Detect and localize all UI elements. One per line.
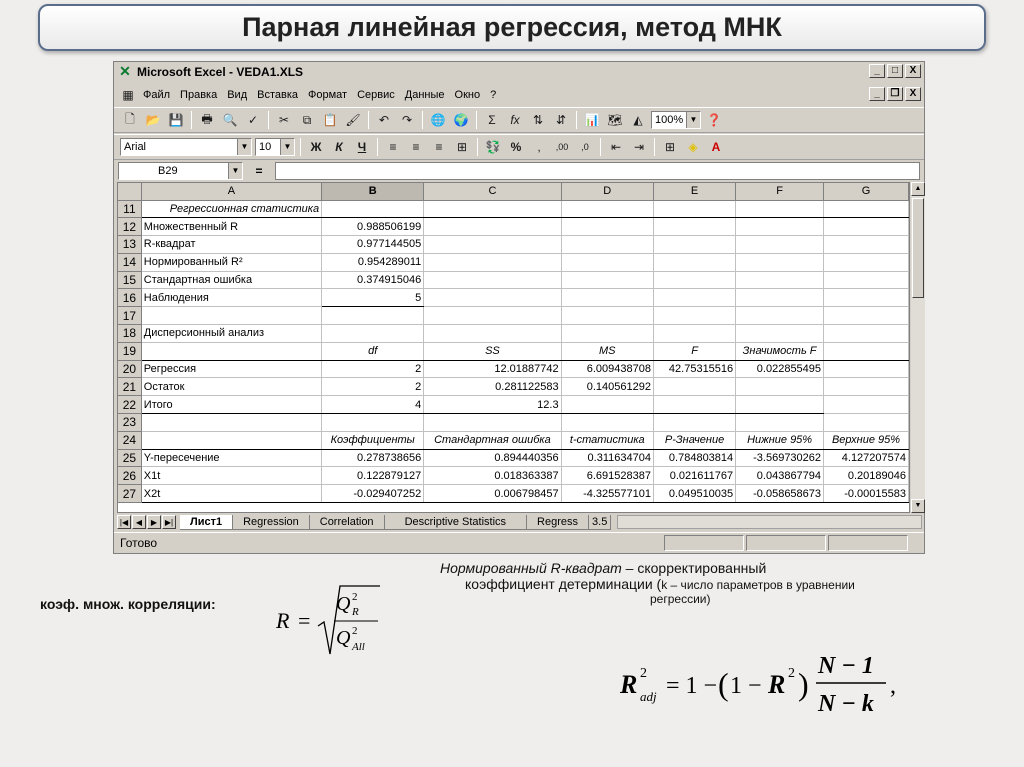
last-sheet-icon[interactable]: ▶| [162,515,176,529]
table-cell[interactable] [653,307,735,325]
table-cell[interactable] [824,378,909,396]
table-cell[interactable] [653,325,735,343]
table-row [118,236,909,254]
formula-R-eq: = [298,608,311,633]
menu-help[interactable]: ? [490,89,497,101]
align-left-icon[interactable]: ≡ [389,140,397,154]
font-select[interactable]: Arial ▼ [120,138,252,156]
menu-bar [114,84,924,106]
table-cell[interactable]: R-квадрат [141,236,321,254]
table-row [118,378,909,396]
table-cell[interactable]: 0.784803814 [653,449,735,467]
tab-navigation [117,515,176,529]
copy-icon[interactable]: ⧉ [302,112,312,127]
formula-Q-num: Q [336,593,351,615]
table-cell[interactable] [322,200,424,218]
table-cell[interactable] [424,218,561,236]
formatting-toolbar [114,134,924,160]
table-cell[interactable] [561,236,653,254]
scroll-down-icon[interactable]: ▼ [911,499,925,513]
table-cell[interactable] [561,200,653,218]
table-cell[interactable]: SS [424,342,561,360]
scroll-up-icon[interactable]: ▲ [911,182,925,196]
table-cell[interactable]: 0.374915046 [322,271,424,289]
table-cell[interactable]: 0.977144505 [322,236,424,254]
table-cell[interactable]: 0.988506199 [322,218,424,236]
row-header[interactable]: 14 [118,253,141,271]
table-cell[interactable] [561,218,653,236]
table-cell[interactable]: t-статистика [561,431,653,449]
table-cell[interactable] [653,200,735,218]
new-icon[interactable]: 🗋 [125,111,135,126]
status-cell [664,535,744,551]
font-value: Arial [124,141,147,153]
font-size-select[interactable]: 10 ▼ [255,138,295,156]
table-cell[interactable]: 12.3 [424,396,561,414]
redo-icon[interactable]: ↷ [401,113,413,127]
table-cell[interactable]: Нормированный R² [141,253,321,271]
formula-Q-den: Q [336,627,351,649]
table-cell[interactable]: df [322,342,424,360]
tab-regress[interactable]: Regress [527,515,589,530]
table-cell[interactable] [736,396,824,414]
zoom-value: 100% [655,114,684,126]
row-header[interactable]: 13 [118,236,141,254]
table-cell[interactable] [824,200,909,218]
table-cell[interactable]: 0.043867794 [736,467,824,485]
table-cell[interactable]: Наблюдения [141,289,321,307]
menu-edit[interactable]: Правка [180,89,218,101]
cut-icon[interactable]: ✂ [278,113,290,127]
undo-icon[interactable]: ↶ [378,113,390,127]
table-cell[interactable]: 2 [322,360,424,378]
formula-sub-R: R [352,606,359,618]
note-dash: – скорректированный [621,560,767,576]
font-color-icon[interactable]: A [711,140,721,154]
table-cell[interactable] [322,414,424,432]
correlation-label: коэф. множ. корреляции: [40,596,216,612]
table-cell[interactable]: 0.278738656 [322,449,424,467]
decrease-indent-icon[interactable]: ⇤ [610,140,622,154]
worksheet-grid [117,182,910,513]
table-cell[interactable]: 2 [322,378,424,396]
table-cell[interactable] [424,289,561,307]
map-icon[interactable]: 🗺 [607,113,623,127]
web-icon[interactable]: 🌍 [453,113,469,127]
table-cell[interactable] [424,253,561,271]
zoom-select[interactable]: 100% ▼ [651,111,701,129]
table-cell[interactable]: -3.569730262 [736,449,824,467]
adj-rhs: = 1 − [666,673,718,699]
align-center-icon[interactable]: ≡ [412,140,420,154]
table-cell[interactable] [824,271,909,289]
slide-title: Парная линейная регрессия, метод МНК [242,12,782,42]
table-cell[interactable]: Верхние 95% [824,431,909,449]
formula-R-symbol: R [276,608,290,633]
formula-equals[interactable]: = [255,164,263,178]
note-term: Нормированный R-квадрат [440,560,622,576]
row-header[interactable]: 21 [118,378,141,396]
table-cell[interactable] [824,289,909,307]
table-cell[interactable]: 0.894440356 [424,449,561,467]
row-header[interactable]: 15 [118,271,141,289]
slide-title-box [38,4,986,51]
table-cell[interactable] [561,253,653,271]
table-row [118,271,909,289]
table-cell[interactable]: -0.00015583 [824,485,909,503]
table-cell[interactable] [141,431,321,449]
table-cell[interactable] [736,307,824,325]
table-cell[interactable] [824,414,909,432]
hyperlink-icon[interactable]: 🌐 [430,113,446,127]
col-header[interactable]: C [424,183,561,200]
maximize-button[interactable]: □ [887,64,903,78]
table-cell[interactable] [824,218,909,236]
table-cell[interactable]: Стандартная ошибка [424,431,561,449]
table-row [118,431,909,449]
tab-regression[interactable]: Regression [233,515,310,530]
table-cell[interactable] [736,236,824,254]
table-cell[interactable] [653,396,735,414]
comma-style-icon[interactable]: , [537,140,541,154]
table-cell[interactable] [141,414,321,432]
excel-window [113,61,925,554]
tab-3-5[interactable]: 3.5 [589,515,611,530]
table-cell[interactable]: 0.049510035 [653,485,735,503]
row-header[interactable]: 17 [118,307,141,325]
menu-insert[interactable]: Вставка [257,89,299,101]
table-cell[interactable]: P-Значение [653,431,735,449]
table-cell[interactable]: 5 [322,289,424,307]
table-cell[interactable]: Регрессионная статистика [141,200,321,218]
note-line-3 [650,592,1000,606]
table-cell[interactable]: Стандартная ошибка [141,271,321,289]
adj-denominator: N − k [818,691,874,717]
font-size-value: 10 [259,141,272,153]
table-cell[interactable]: 12.01887742 [424,360,561,378]
table-cell[interactable] [653,236,735,254]
formula-sup-den: 2 [352,625,358,637]
status-text: Готово [120,535,158,550]
table-cell[interactable] [424,307,561,325]
table-cell[interactable] [824,342,909,360]
row-header[interactable]: 18 [118,325,141,343]
row-header[interactable]: 12 [118,218,141,236]
first-sheet-icon[interactable]: |◀ [117,515,131,529]
sheet-tabs-bar [117,514,922,530]
function-icon[interactable]: fx [510,113,520,127]
table-cell[interactable] [561,271,653,289]
table-row [118,218,909,236]
help-icon[interactable]: ❓ [706,113,722,127]
table-row [118,485,909,503]
col-header[interactable]: B [322,183,424,200]
table-cell[interactable]: 6.691528387 [561,467,653,485]
doc-close-button[interactable]: X [905,87,921,101]
note-line-1 [440,560,1000,576]
row-header[interactable]: 27 [118,485,141,503]
table-cell[interactable] [424,325,561,343]
row-header[interactable]: 19 [118,342,141,360]
doc-restore-button[interactable]: ❐ [887,87,903,101]
borders-icon[interactable]: ⊞ [664,140,676,154]
note-line-2 [465,576,1000,592]
menu-window[interactable]: Окно [454,89,481,101]
print-icon[interactable]: 🖶 [201,111,213,126]
currency-icon[interactable]: 💱 [485,140,501,154]
table-row [118,396,909,414]
table-cell[interactable]: MS [561,342,653,360]
table-row [118,325,909,343]
table-cell[interactable] [736,414,824,432]
table-row [118,414,909,432]
row-header[interactable]: 22 [118,396,141,414]
tab-correlation[interactable]: Correlation [310,515,385,530]
table-cell[interactable] [322,307,424,325]
table-row [118,360,909,378]
decrease-decimal-icon[interactable]: ,0 [581,142,589,152]
adj-inner-sup: 2 [788,666,795,681]
col-header[interactable]: F [736,183,824,200]
row-header[interactable]: 26 [118,467,141,485]
table-cell[interactable] [141,342,321,360]
table-cell[interactable]: -4.325577101 [561,485,653,503]
table-cell[interactable] [561,307,653,325]
table-cell[interactable] [736,218,824,236]
table-cell[interactable]: Коэффициенты [322,431,424,449]
table-cell[interactable] [824,236,909,254]
underline-button[interactable]: Ч [357,140,367,154]
table-cell[interactable] [653,378,735,396]
table-row [118,449,909,467]
name-box[interactable]: B29 ▼ [118,162,243,180]
adjusted-r2-formula [618,643,918,723]
adjusted-r2-note [440,560,1000,606]
formula-sup-num: 2 [352,591,358,603]
open-icon[interactable]: 📂 [145,113,161,127]
multiple-correlation-formula [272,580,382,660]
sort-desc-icon[interactable]: ⇵ [555,113,567,127]
save-icon[interactable]: 💾 [168,113,184,127]
drawing-icon[interactable]: ◭ [633,113,643,127]
increase-decimal-icon[interactable]: ,00 [555,142,569,152]
col-header[interactable]: E [653,183,735,200]
autosum-icon[interactable]: Σ [488,113,496,127]
table-cell[interactable]: 42.75315516 [653,360,735,378]
table-cell[interactable] [424,414,561,432]
table-cell[interactable] [736,378,824,396]
table-cell[interactable] [322,325,424,343]
adj-sup: 2 [640,666,647,681]
table-cell[interactable]: Регрессия [141,360,321,378]
table-cell[interactable]: X2t [141,485,321,503]
bold-button[interactable]: Ж [310,140,322,154]
table-cell[interactable]: 0.006798457 [424,485,561,503]
table-cell[interactable] [561,396,653,414]
standard-toolbar [114,107,924,133]
table-cell[interactable] [736,325,824,343]
minimize-button[interactable]: _ [869,64,885,78]
tab-list1[interactable]: Лист1 [180,515,233,530]
increase-indent-icon[interactable]: ⇥ [633,140,645,154]
table-cell[interactable]: -0.029407252 [322,485,424,503]
status-cell [828,535,908,551]
paste-icon[interactable]: 📋 [322,113,338,127]
table-cell[interactable] [736,271,824,289]
table-cell[interactable]: F [653,342,735,360]
row-header[interactable]: 16 [118,289,141,307]
table-cell[interactable] [736,253,824,271]
table-cell[interactable]: -0.058658673 [736,485,824,503]
table-row [118,200,909,218]
align-right-icon[interactable]: ≡ [435,140,443,154]
row-header[interactable]: 20 [118,360,141,378]
adj-R-symbol: R [620,670,638,699]
close-button[interactable]: X [905,64,921,78]
merge-center-icon[interactable]: ⊞ [456,140,468,154]
table-cell[interactable] [736,289,824,307]
print-preview-icon[interactable]: 🔍 [222,113,238,127]
name-box-value: B29 [158,165,178,177]
table-cell[interactable] [561,414,653,432]
table-cell[interactable]: Нижние 95% [736,431,824,449]
table-cell[interactable] [561,289,653,307]
table-cell[interactable]: 0.140561292 [561,378,653,396]
row-header[interactable]: 24 [118,431,141,449]
table-cell[interactable]: 0.20189046 [824,467,909,485]
spelling-icon[interactable]: ✓ [247,113,259,127]
menu-view[interactable]: Вид [227,89,248,101]
adj-one-minus: 1 − [730,673,762,699]
fill-color-icon[interactable]: ◈ [688,140,698,154]
row-header[interactable]: 23 [118,414,141,432]
next-sheet-icon[interactable]: ▶ [147,515,161,529]
table-cell[interactable] [653,271,735,289]
table-row [118,307,909,325]
table-cell[interactable] [653,253,735,271]
excel-logo-icon: ✕ [119,63,131,79]
table-cell[interactable] [824,360,909,378]
formula-sub-all: All [352,641,365,653]
table-cell[interactable] [424,200,561,218]
column-header-row [118,183,909,200]
table-cell[interactable]: 0.281122583 [424,378,561,396]
percent-button[interactable]: % [510,140,522,154]
table-row [118,342,909,360]
table-cell[interactable]: Y-пересечение [141,449,321,467]
row-header[interactable]: 11 [118,200,141,218]
table-row [118,467,909,485]
table-cell[interactable]: 0.021611767 [653,467,735,485]
doc-icon: ▦ [122,88,134,102]
table-cell[interactable]: X1t [141,467,321,485]
formula-input[interactable] [275,162,920,180]
select-all-corner[interactable] [118,183,141,200]
vertical-scrollbar[interactable] [911,182,925,513]
table-cell[interactable]: Остаток [141,378,321,396]
table-cell[interactable] [141,307,321,325]
table-cell[interactable]: 6.009438708 [561,360,653,378]
table-cell[interactable] [824,307,909,325]
menu-tools[interactable]: Сервис [357,89,395,101]
table-cell[interactable] [824,325,909,343]
table-cell[interactable]: Дисперсионный анализ [141,325,321,343]
chart-wizard-icon[interactable]: 📊 [584,113,600,127]
table-cell[interactable] [736,200,824,218]
sheet-table [118,183,909,503]
table-cell[interactable]: 0.122879127 [322,467,424,485]
table-cell[interactable]: 0.311634704 [561,449,653,467]
table-cell[interactable]: Итого [141,396,321,414]
status-indicators [664,535,908,551]
table-cell[interactable]: 4 [322,396,424,414]
italic-button[interactable]: К [335,140,343,154]
adj-R-inner: R [768,670,786,699]
table-cell[interactable]: 4.127207574 [824,449,909,467]
adj-paren-open: ( [718,666,729,702]
adj-paren-close: ) [798,666,809,702]
adj-numerator: N − 1 [818,653,874,679]
scroll-thumb[interactable] [912,198,924,298]
prev-sheet-icon[interactable]: ◀ [132,515,146,529]
table-cell[interactable] [653,414,735,432]
col-header[interactable]: A [141,183,321,200]
table-cell[interactable] [653,289,735,307]
doc-minimize-button[interactable]: _ [869,87,885,101]
adj-sub: adj [640,689,657,704]
note-def: коэффициент детерминации ( [465,576,662,592]
table-cell[interactable] [824,396,909,414]
table-cell[interactable]: 0.022855495 [736,360,824,378]
menu-format[interactable]: Формат [308,89,348,101]
table-cell[interactable]: 0.018363387 [424,467,561,485]
table-cell[interactable]: 0.954289011 [322,253,424,271]
table-cell[interactable] [424,271,561,289]
table-row [118,289,909,307]
table-cell[interactable]: Значимость F [736,342,824,360]
note-k: k – число параметров в уравнении [661,578,855,592]
menu-data[interactable]: Данные [404,89,445,101]
window-title: Microsoft Excel - VEDA1.XLS [137,64,304,79]
row-header[interactable]: 25 [118,449,141,467]
col-header[interactable]: G [824,183,909,200]
status-bar [114,532,924,552]
horizontal-scrollbar[interactable] [617,515,922,529]
table-row [118,253,909,271]
adj-comma: , [890,673,896,699]
note-end: регрессии) [650,592,711,606]
menu-file[interactable]: Файл [143,89,171,101]
table-cell[interactable] [561,325,653,343]
format-painter-icon[interactable]: 🖌 [345,113,361,127]
formula-bar [114,161,924,181]
table-cell[interactable] [653,218,735,236]
col-header[interactable]: D [561,183,653,200]
tab-descriptive-statistics[interactable]: Descriptive Statistics [385,515,527,530]
excel-title-bar [114,62,924,81]
status-cell [746,535,826,551]
table-cell[interactable] [824,253,909,271]
sort-asc-icon[interactable]: ⇅ [532,113,544,127]
table-cell[interactable] [424,236,561,254]
table-cell[interactable]: Множественный R [141,218,321,236]
